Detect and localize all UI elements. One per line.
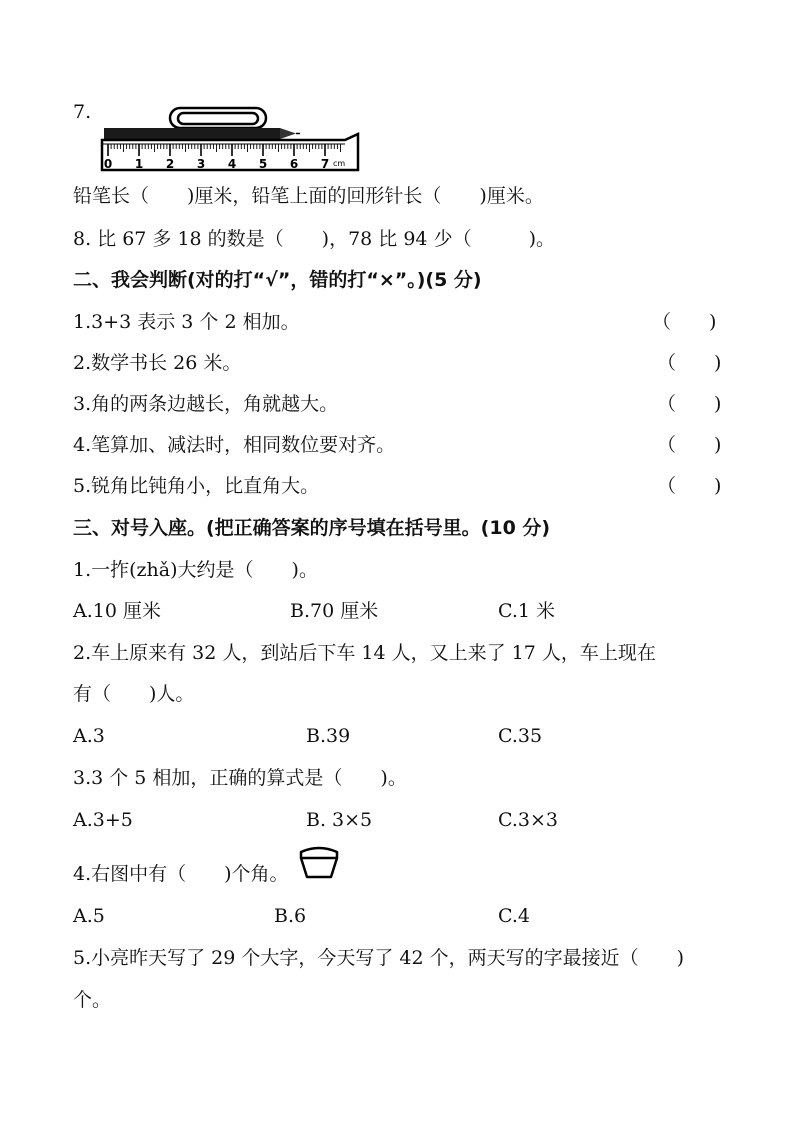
choice-q2-line1: 2.车上原来有 32 人，到站后下车 14 人，又上来了 17 人，车上现在: [73, 642, 656, 664]
choice-q4-option-c[interactable]: C.4: [498, 905, 530, 927]
section2-title: 二、我会判断(对的打“√”，错的打“×”。)(5 分): [73, 269, 482, 291]
paperclip-icon: [170, 108, 266, 128]
section3-title: 三、对号入座。(把正确答案的序号填在括号里。(10 分): [73, 517, 551, 539]
ruler-tick-label: 6: [289, 157, 299, 171]
q7-number: 7.: [73, 101, 92, 123]
choice-q1-option-b[interactable]: B.70 厘米: [290, 600, 379, 622]
ruler-tick-label: 7: [320, 157, 330, 171]
choice-q4: 4.右图中有（ )个角。: [73, 863, 289, 885]
choice-q1-option-a[interactable]: A.10 厘米: [73, 600, 161, 622]
ruler-tick-label: 0: [103, 157, 113, 171]
choice-q2-option-c[interactable]: C.35: [498, 725, 543, 747]
ruler-unit-label: cm: [333, 159, 346, 168]
judge-answer-1[interactable]: （ ): [652, 311, 717, 333]
judge-answer-5[interactable]: （ ): [657, 475, 722, 497]
ruler-with-pencil-figure: [100, 106, 362, 176]
choice-q3: 3.3 个 5 相加，正确的算式是（ )。: [73, 767, 407, 789]
ruler-tick-label: 4: [227, 157, 237, 171]
choice-q5-line2: 个。: [73, 989, 112, 1011]
judge-item-5: 5.锐角比钝角小，比直角大。: [73, 475, 320, 497]
ruler-tick-label: 2: [165, 157, 175, 171]
choice-q2-line2: 有（ )人。: [73, 683, 195, 705]
choice-q3-option-b[interactable]: B. 3×5: [306, 809, 373, 831]
choice-q4-option-b[interactable]: B.6: [274, 905, 307, 927]
ruler-tick-label: 1: [134, 157, 144, 171]
choice-q2-option-a[interactable]: A.3: [73, 725, 105, 747]
choice-q5-line1: 5.小亮昨天写了 29 个大字，今天写了 42 个，两天写的字最接近（ ): [73, 947, 685, 969]
choice-q1: 1.一拃(zhǎ)大约是（ )。: [73, 559, 318, 581]
choice-q3-option-c[interactable]: C.3×3: [498, 809, 558, 831]
ruler-tick-label: 5: [258, 157, 268, 171]
bowl-shape-icon: [297, 846, 341, 880]
q7-text: 铅笔长（ )厘米，铅笔上面的回形针长（ )厘米。: [73, 185, 544, 207]
q8-text: 8. 比 67 多 18 的数是（ )，78 比 94 少（ )。: [73, 228, 555, 250]
choice-q4-option-a[interactable]: A.5: [73, 905, 105, 927]
choice-q2-option-b[interactable]: B.39: [306, 725, 351, 747]
judge-answer-2[interactable]: （ ): [657, 352, 722, 374]
choice-q3-option-a[interactable]: A.3+5: [73, 809, 133, 831]
ruler-tick-label: 3: [196, 157, 206, 171]
judge-item-2: 2.数学书长 26 米。: [73, 352, 242, 374]
judge-item-4: 4.笔算加、减法时，相同数位要对齐。: [73, 434, 396, 456]
choice-q1-option-c[interactable]: C.1 米: [498, 600, 556, 622]
pencil-icon: [104, 128, 300, 139]
judge-answer-3[interactable]: （ ): [657, 393, 722, 415]
judge-answer-4[interactable]: （ ): [657, 434, 722, 456]
judge-item-3: 3.角的两条边越长，角就越大。: [73, 393, 339, 415]
judge-item-1: 1.3+3 表示 3 个 2 相加。: [73, 311, 300, 333]
